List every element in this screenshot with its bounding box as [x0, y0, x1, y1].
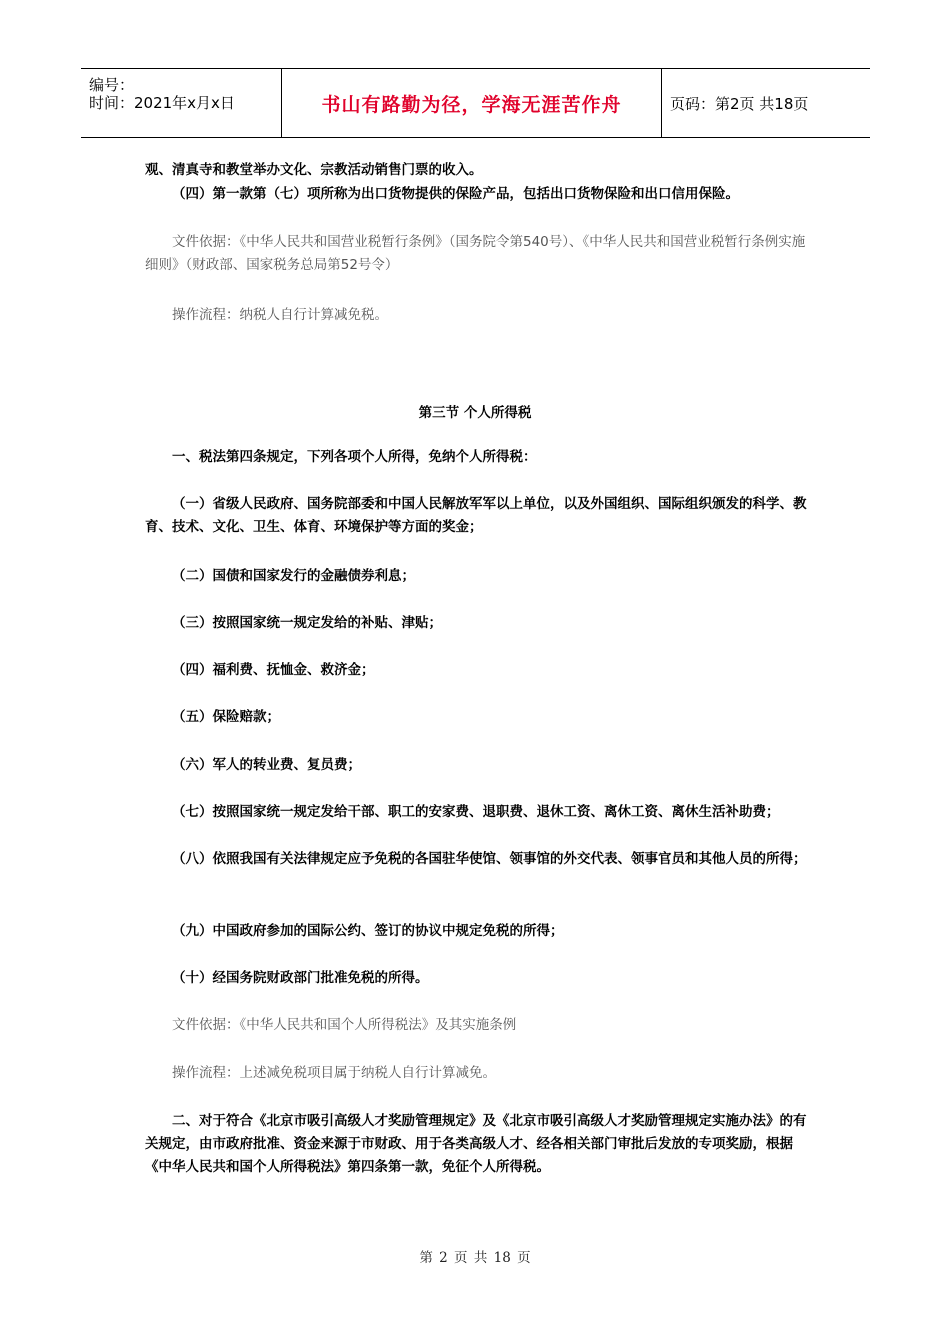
header-page-cell	[661, 69, 870, 137]
document-date-label: 时间：2021年x月x日	[89, 94, 235, 112]
paragraph-file-basis-business-tax: 文件依据：《中华人民共和国营业税暂行条例》（国务院令第540号）、《中华人民共和国营业税暂行条例实施细则》（财政部、国家税务总局第52号令）	[145, 234, 806, 273]
header-table	[81, 68, 870, 138]
page-footer: 第 2 页 共 18 页	[419, 1250, 531, 1266]
paragraph-procedure-business-tax: 操作流程：纳税人自行计算减免税。	[172, 307, 388, 323]
header-motto-cell	[281, 69, 662, 137]
list-item-4: （四）福利费、抚恤金、救济金；	[172, 662, 375, 678]
list-item-3: （三）按照国家统一规定发给的补贴、津贴；	[172, 615, 442, 631]
list-item-8: （八）依照我国有关法律规定应予免税的各国驻华使馆、领事馆的外交代表、领事官员和其他人员的所得；	[172, 851, 807, 867]
list-item-2: （二）国债和国家发行的金融债券利息；	[172, 568, 415, 584]
list-item-1: （一）省级人民政府、国务院部委和中国人民解放军军以上单位，以及外国组织、国际组织颁发的科学、教育、技术、文化、卫生、体育、环境保护等方面的奖金；	[145, 496, 807, 535]
list-item-9: （九）中国政府参加的国际公约、签订的协议中规定免税的所得；	[172, 923, 564, 939]
document-number-label: 编号：	[89, 76, 135, 94]
paragraph-beijing-talent-award: 二、对于符合《北京市吸引高级人才奖励管理规定》及《北京市吸引高级人才奖励管理规定实施办法》的有关规定，由市政府批准、资金来源于市财政、用于各类高级人才、经各相关部门审批后发放的专项奖励，根据《中华人民共和国个人所得税法》第四条第一款，免征个人所得税。	[145, 1113, 807, 1175]
paragraph-article-four: 一、税法第四条规定，下列各项个人所得，免纳个人所得税：	[172, 449, 537, 465]
paragraph-file-basis-income-tax: 文件依据：《中华人民共和国个人所得税法》及其实施条例	[172, 1017, 517, 1033]
list-item-5: （五）保险赔款；	[172, 709, 280, 725]
header-motto: 书山有路勤为径，学海无涯苦作舟	[321, 93, 622, 116]
list-item-10: （十）经国务院财政部门批准免税的所得。	[172, 970, 429, 986]
list-item-6: （六）军人的转业费、复员费；	[172, 757, 361, 773]
header-left-cell	[81, 69, 281, 137]
paragraph-continuation: 观、清真寺和教堂举办文化、宗教活动销售门票的收入。	[145, 162, 483, 178]
list-item-7: （七）按照国家统一规定发给干部、职工的安家费、退职费、退休工资、离休工资、离休生活补助费；	[172, 804, 780, 820]
paragraph-procedure-income-tax: 操作流程：上述减免税项目属于纳税人自行计算减免。	[172, 1065, 496, 1081]
section-title: 第三节 个人所得税	[418, 405, 532, 421]
paragraph-insurance-products: （四）第一款第（七）项所称为出口货物提供的保险产品，包括出口货物保险和出口信用保险。	[172, 186, 739, 202]
header-page-number: 页码：第2页 共18页	[670, 94, 809, 113]
